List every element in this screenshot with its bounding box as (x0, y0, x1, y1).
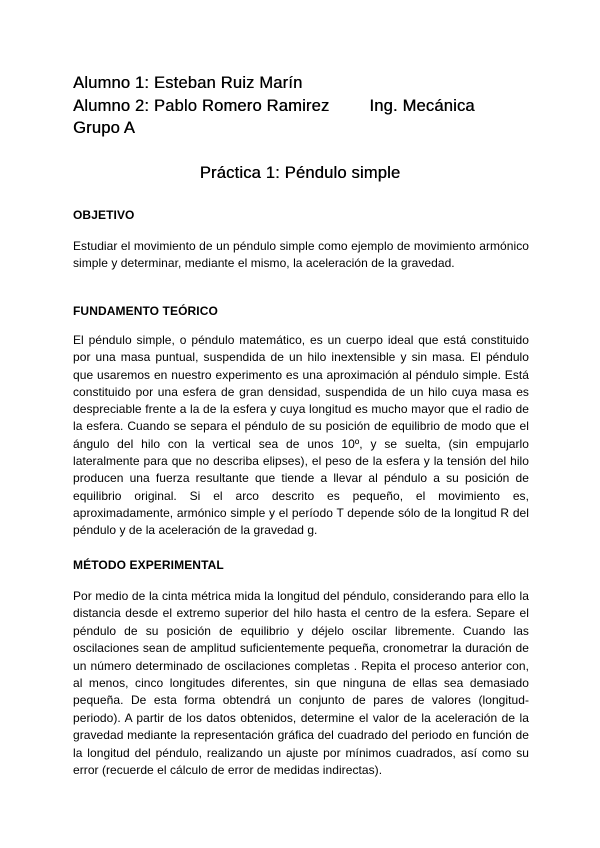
objective-heading: OBJETIVO (73, 208, 135, 222)
student-header (73, 72, 533, 140)
theory-heading: FUNDAMENTO TEÓRICO (73, 304, 218, 318)
objective-paragraph: Estudiar el movimiento de un péndulo simple como ejemplo de movimiento armónico simple y determinar, mediante el mismo, la aceleración de la gravedad. (73, 239, 529, 271)
student-2-line (73, 95, 533, 118)
degree-label: Ing. Mecánica (369, 96, 475, 115)
method-heading: MÉTODO EXPERIMENTAL (73, 558, 224, 572)
practice-title: Práctica 1: Péndulo simple (199, 164, 401, 182)
student-2-name: Alumno 2: Pablo Romero Ramirez (73, 96, 330, 115)
theory-paragraph: El péndulo simple, o péndulo matemático, es un cuerpo ideal que está constituido por una masa puntual, suspendida de un hilo inextensible y sin masa. El péndulo que usaremos en nuestro experimento es una aproximación al péndulo simple. Está constituido por una esfera de gran densidad, suspendida de un hilo cuya masa es despreciable frente a la de la esfera y cuya longitud es mucho mayor que el radio de la esfera. Cuando se separa el péndulo de su posición de equilibrio de modo que el ángulo del hilo con la vertical sea de unos 10º, y se suelta, (sin empujarlo lateralmente para que no describa elipses), el peso de la esfera y la tensión del hilo producen una fuerza resultante que tiende a llevar al péndulo a su posición de equilibrio original. Si el arco descrito es pequeño, el movimiento es, aproximadamente, armónico simple y el período T depende sólo de la longitud R del péndulo y de la aceleración de la gravedad g. (73, 333, 529, 538)
method-paragraph: Por medio de la cinta métrica mida la longitud del péndulo, considerando para ello la distancia desde el extremo superior del hilo hasta el centro de la esfera. Separe el péndulo de su posición de equilibrio y déjelo oscilar libremente. Cuando las oscilaciones sean de amplitud suficientemente pequeña, cronometrar la duración de un número determinado de oscilaciones completas . Repita el proceso anterior con, al menos, cinco longitudes diferentes, sin que ninguna de ellas sea demasiado pequeña. De esta forma obtendrá un conjunto de pares de valores (longitud-periodo). A partir de los datos obtenidos, determine el valor de la aceleración de la gravedad mediante la representación gráfica del cuadrado del periodo en función de la longitud del péndulo, realizando un ajuste por mínimos cuadrados, así como su error (recuerde el cálculo de error de medidas indirectas). (73, 589, 529, 778)
group-line: Grupo A (73, 119, 135, 137)
student-1-line: Alumno 1: Esteban Ruiz Marín (73, 74, 303, 92)
